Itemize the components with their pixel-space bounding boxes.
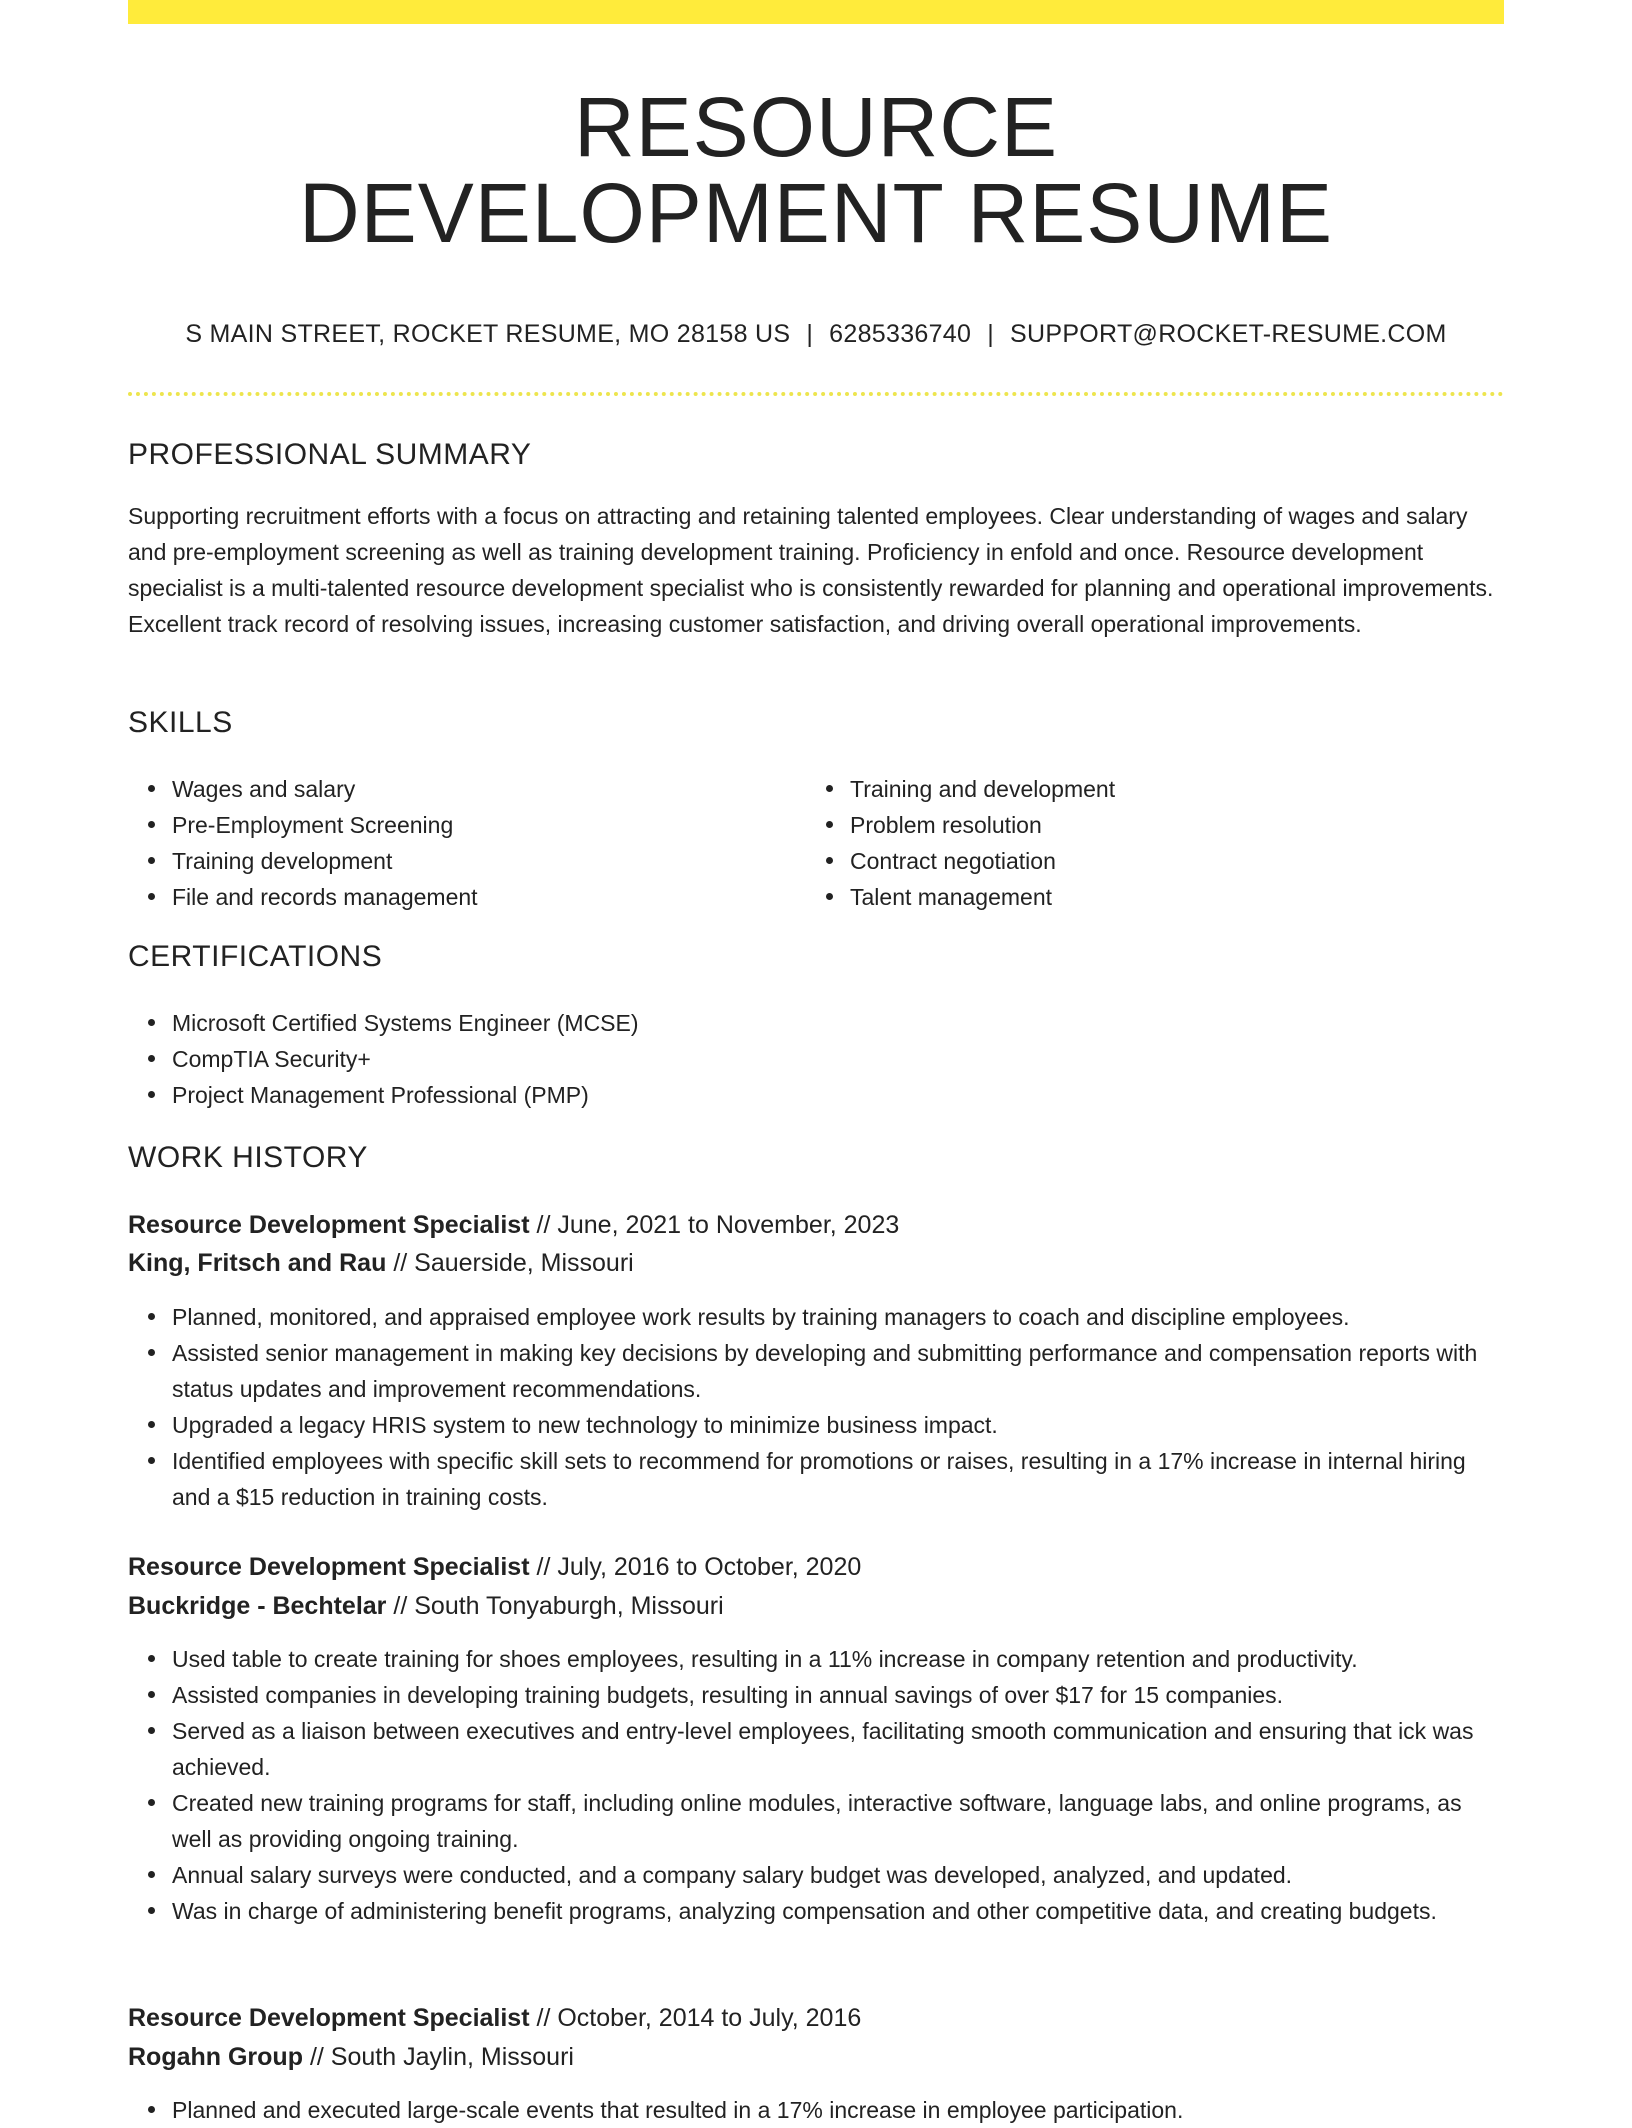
job-bullets <box>128 1299 1504 1515</box>
resume-title <box>128 80 1504 260</box>
skill-item: Contract negotiation <box>850 843 1470 879</box>
certifications-heading: CERTIFICATIONS <box>128 940 383 973</box>
job-divider: // <box>536 2004 551 2032</box>
job-company: Rogahn Group <box>128 2043 303 2071</box>
job-bullets <box>128 1641 1504 1929</box>
job-bullet: Created new training programs for staff, including online modules, interactive software, language labs, and online programs, as well as providing ongoing training. <box>172 1785 1504 1857</box>
job-bullet: Upgraded a legacy HRIS system to new technology to minimize business impact. <box>172 1407 1504 1443</box>
job-divider: // <box>536 1211 551 1239</box>
skills-list-right <box>806 771 1470 915</box>
job-title-line <box>128 1999 861 2037</box>
summary-heading: PROFESSIONAL SUMMARY <box>128 438 532 471</box>
contact-line <box>128 320 1504 349</box>
job-company: King, Fritsch and Rau <box>128 1249 387 1277</box>
title-line-2: DEVELOPMENT RESUME <box>299 166 1333 260</box>
job-dates: June, 2021 to November, 2023 <box>557 1211 900 1239</box>
job-location: Sauerside, Missouri <box>414 1249 634 1277</box>
job-bullet: Planned, monitored, and appraised employee work results by training managers to coach and discipline employees. <box>172 1299 1504 1335</box>
certifications-list <box>128 1005 1492 1113</box>
job-location: South Tonyaburgh, Missouri <box>414 1592 724 1620</box>
job-bullet: Served as a liaison between executives and entry-level employees, facilitating smooth communication and ensuring that ick was achieved. <box>172 1713 1504 1785</box>
job-title: Resource Development Specialist <box>128 1553 530 1581</box>
job-bullet: Was in charge of administering benefit programs, analyzing compensation and other competitive data, and creating budgets. <box>172 1893 1504 1929</box>
skill-item: Talent management <box>850 879 1470 915</box>
skills-heading: SKILLS <box>128 706 233 739</box>
contact-phone: 6285336740 <box>829 320 972 348</box>
job-bullet: Planned and executed large-scale events that resulted in a 17% increase in employee participation. <box>172 2092 1504 2128</box>
certification-item: Microsoft Certified Systems Engineer (MCSE) <box>172 1005 1492 1041</box>
job-title-line <box>128 1548 861 1586</box>
job-divider: // <box>309 2043 324 2071</box>
job-title: Resource Development Specialist <box>128 2004 530 2032</box>
contact-email: SUPPORT@ROCKET-RESUME.COM <box>1010 320 1447 348</box>
job-divider: // <box>393 1249 408 1277</box>
job-location: South Jaylin, Missouri <box>330 2043 574 2071</box>
job-bullets <box>128 2092 1504 2128</box>
job-bullet: Identified employees with specific skill sets to recommend for promotions or raises, resulting in a 17% increase in internal hiring and a $15 reduction in training costs. <box>172 1443 1504 1515</box>
job-dates: October, 2014 to July, 2016 <box>557 2004 862 2032</box>
job-company-line <box>128 1587 724 1625</box>
skill-item: Training and development <box>850 771 1470 807</box>
job-company-line <box>128 2038 574 2076</box>
skill-item: Wages and salary <box>172 771 792 807</box>
summary-text: Supporting recruitment efforts with a focus on attracting and retaining talented employees. Clear understanding of wages and salary and pre-employment screening as well as training development training. Proficiency in enfold and once. Resource development specialist is a multi-talented resource development specialist who is consistently rewarded for planning and operational improvements. Excellent track record of resolving issues, increasing customer satisfaction, and driving overall operational improvements. <box>128 503 1494 637</box>
certification-item: CompTIA Security+ <box>172 1041 1492 1077</box>
job-divider: // <box>393 1592 408 1620</box>
job-bullet: Assisted senior management in making key decisions by developing and submitting performance and compensation reports with status updates and improvement recommendations. <box>172 1335 1504 1407</box>
contact-separator: | <box>806 320 814 348</box>
dotted-divider <box>128 392 1504 396</box>
job-bullet: Used table to create training for shoes employees, resulting in a 11% increase in company retention and productivity. <box>172 1641 1504 1677</box>
job-title: Resource Development Specialist <box>128 1211 530 1239</box>
job-bullet: Annual salary surveys were conducted, and a company salary budget was developed, analyzed, and updated. <box>172 1857 1504 1893</box>
contact-separator: | <box>987 320 995 348</box>
work-history-heading: WORK HISTORY <box>128 1141 368 1174</box>
title-line-1: RESOURCE <box>573 80 1059 174</box>
job-company: Buckridge - Bechtelar <box>128 1592 387 1620</box>
skills-list-left <box>128 771 792 915</box>
top-accent-bar <box>128 0 1504 24</box>
skill-item: Problem resolution <box>850 807 1470 843</box>
skill-item: Training development <box>172 843 792 879</box>
job-title-line <box>128 1206 899 1244</box>
contact-address: S MAIN STREET, ROCKET RESUME, MO 28158 US <box>185 320 791 348</box>
skill-item: File and records management <box>172 879 792 915</box>
skill-item: Pre-Employment Screening <box>172 807 792 843</box>
job-divider: // <box>536 1553 551 1581</box>
job-bullet: Assisted companies in developing training budgets, resulting in annual savings of over $17 for 15 companies. <box>172 1677 1504 1713</box>
job-dates: July, 2016 to October, 2020 <box>557 1553 862 1581</box>
job-company-line <box>128 1244 634 1282</box>
certification-item: Project Management Professional (PMP) <box>172 1077 1492 1113</box>
